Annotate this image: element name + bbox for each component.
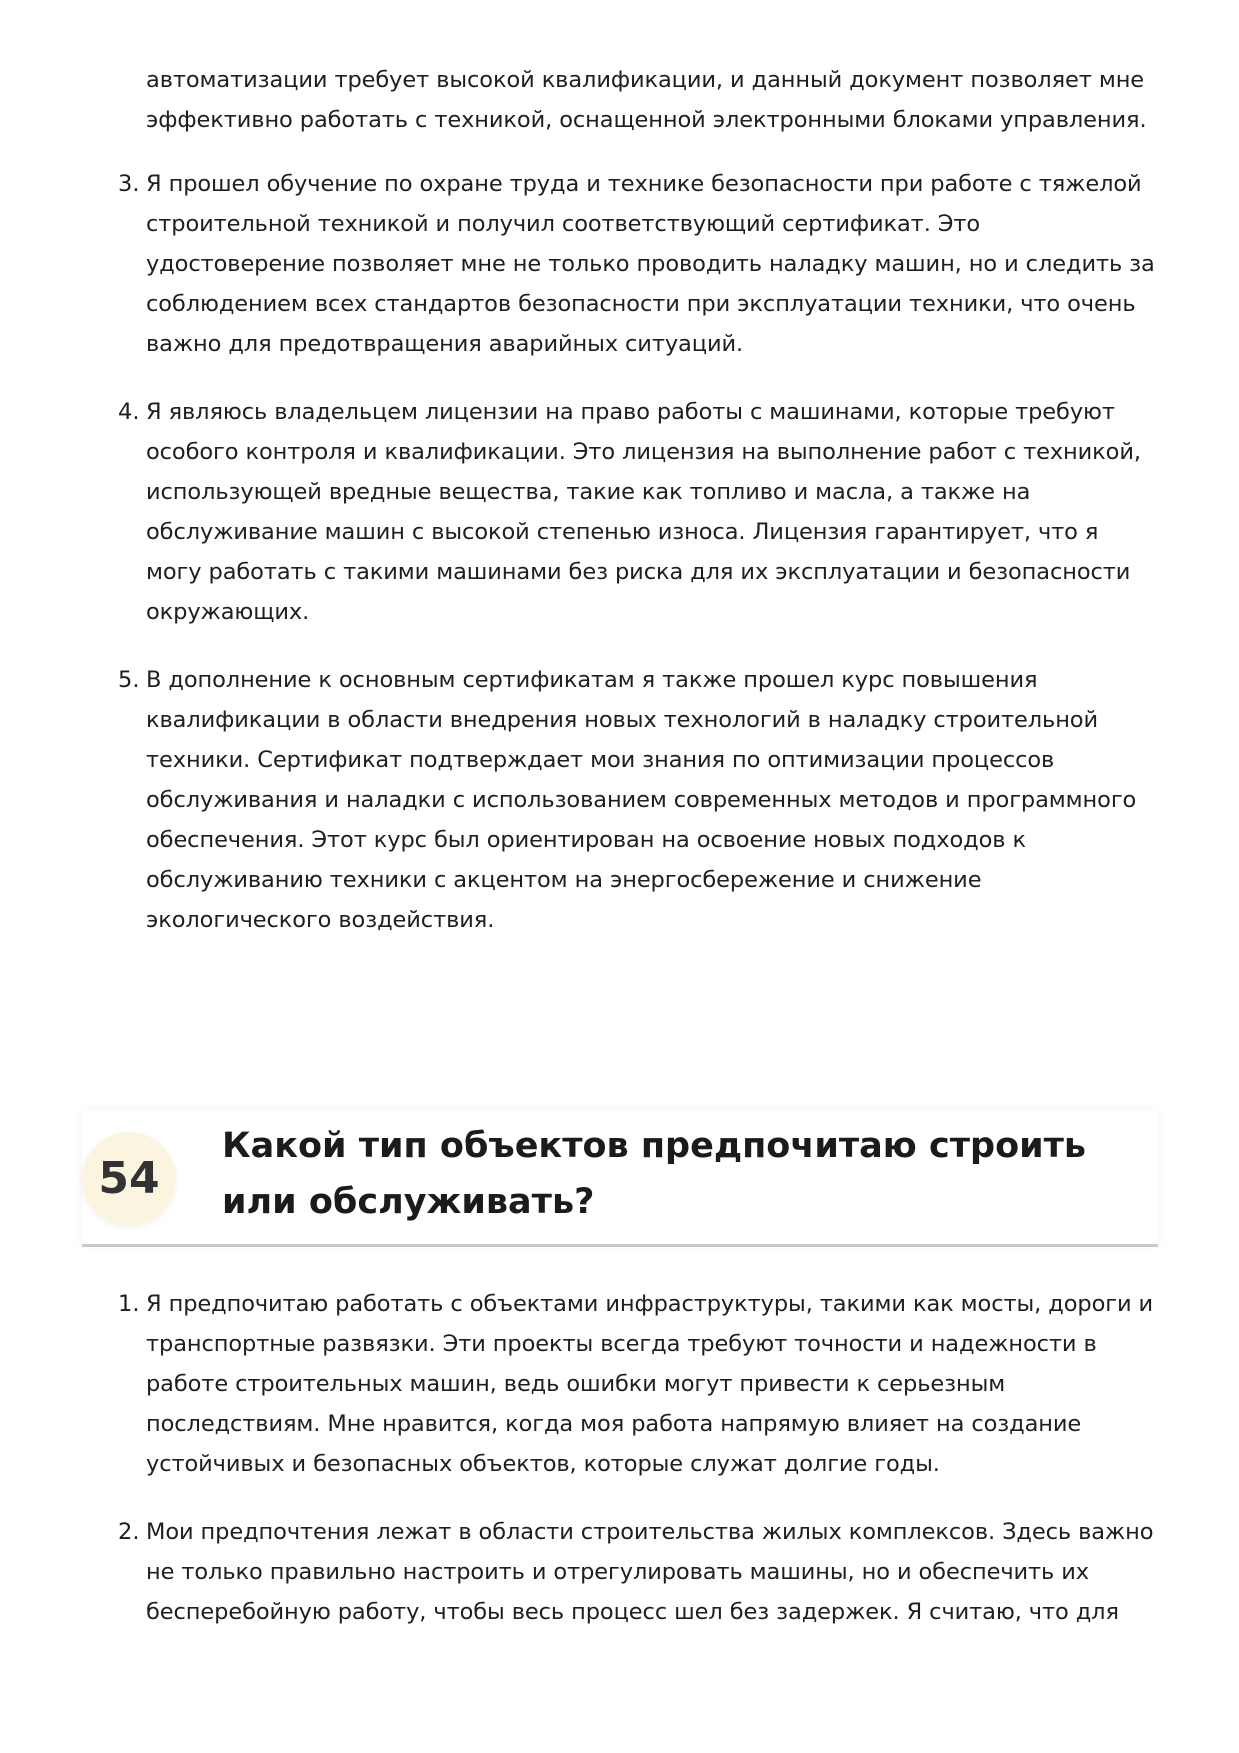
list-item-number: 4. — [118, 399, 140, 425]
list-item-text: В дополнение к основным сертификатам я также прошел курс повышения квалификации в области внедрения новых технологий в наладку строительной техники. Сертификат подтверждает мои знания по оптимизации процессов обслуживания и наладки с использованием современных методов и программного обеспечения. Этот курс был ориентирован на освоение новых подходов к обслуживанию техники с акцентом на энергосбережение и снижение экологического воздействия. — [146, 667, 1137, 933]
list-item-text: Я прошел обучение по охране труда и технике безопасности при работе с тяжелой строительной техникой и получил соответствующий сертификат. Это удостоверение позволяет мне не только проводить наладку машин, но и следить за соблюдением всех стандартов безопасности при эксплуатации техники, что очень важно для предотвращения аварийных ситуаций. — [146, 171, 1155, 357]
list-item-number: 5. — [118, 667, 140, 693]
section-title: Какой тип объектов предпочитаю строить или обслуживать? — [222, 1126, 1087, 1222]
list-item-text: Я предпочитаю работать с объектами инфраструктуры, такими как мосты, дороги и транспортные развязки. Эти проекты всегда требуют точности и надежности в работе строительных машин, ведь ошибки могут привести к серьезным последствиям. Мне нравится, когда моя работа напрямую влияет на создание устойчивых и безопасных объектов, которые служат долгие годы. — [146, 1291, 1154, 1477]
list-item-number: 1. — [118, 1291, 140, 1317]
section-number: 54 — [98, 1153, 160, 1204]
list-item-number: 2. — [118, 1519, 140, 1545]
section-header — [82, 1110, 1158, 1246]
section-divider — [82, 1244, 1158, 1247]
continuation-paragraph: автоматизации требует высокой квалификации, и данный документ позволяет мне эффективно работать с техникой, оснащенной электронными блоками управления. — [146, 67, 1147, 133]
section-number-badge — [82, 1132, 176, 1226]
list-item-text: Мои предпочтения лежат в области строительства жилых комплексов. Здесь важно не только правильно настроить и отрегулировать машины, но и обеспечить их бесперебойную работу, чтобы весь процесс шел без задержек. Я считаю, что для — [146, 1519, 1154, 1625]
list-item-text: Я являюсь владельцем лицензии на право работы с машинами, которые требуют особого контроля и квалификации. Это лицензия на выполнение работ с техникой, использующей вредные вещества, такие как топливо и масла, а также на обслуживание машин с высокой степенью износа. Лицензия гарантирует, что я могу работать с такими машинами без риска для их эксплуатации и безопасности окружающих. — [146, 399, 1141, 625]
list-item-number: 3. — [118, 171, 140, 197]
